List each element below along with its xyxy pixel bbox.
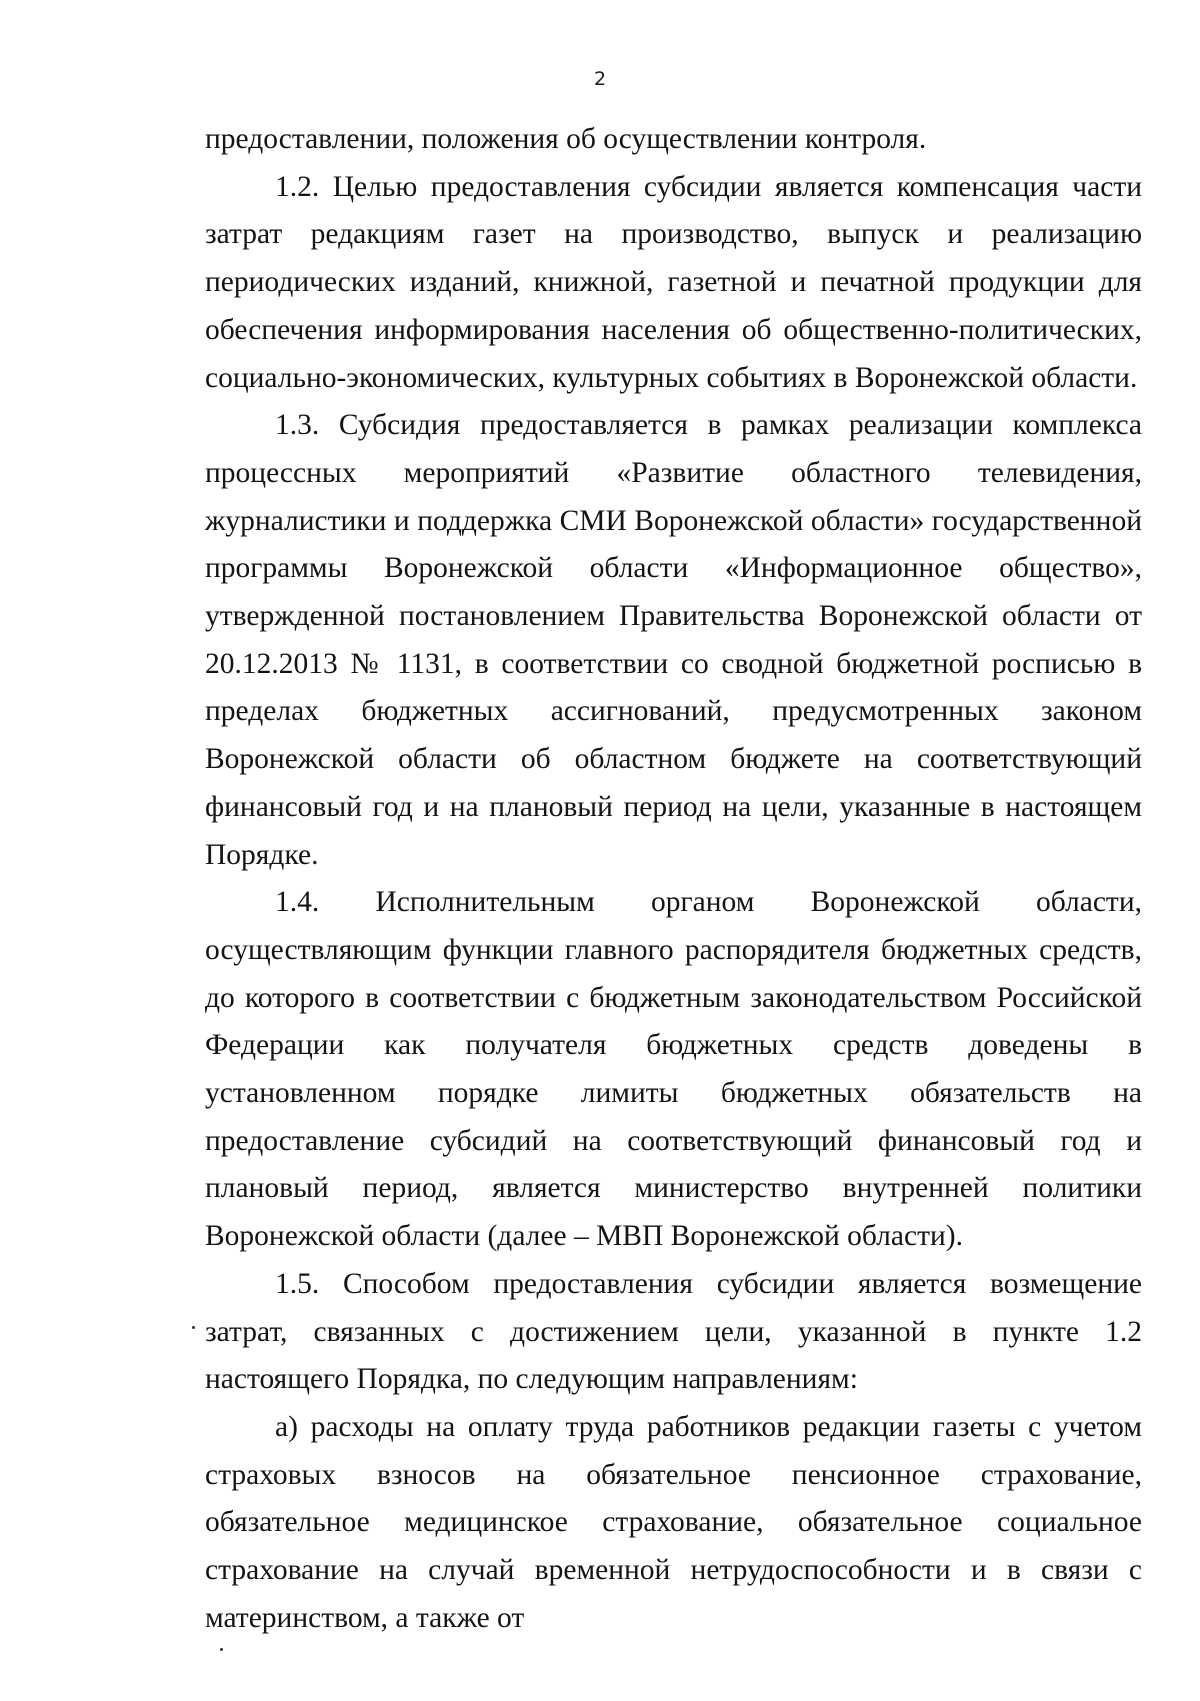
document-body [205,116,1142,1643]
paragraph-1-4: 1.4. Исполнительным органом Воронежской области, осуществляющим функции главного распорядителя бюджетных средств, до которого в соответствии с бюджетным законодательством Российской Федерации как получателя бюджетных средств доведены в установленном порядке лимиты бюджетных обязательств на предоставление субсидий на соответствующий финансовый год и плановый период, является министерство внутренней политики Воронежской области (далее – МВП Воронежской области). [205,886,1142,1253]
scan-speck [220,1648,223,1651]
paragraph-1-2: 1.2. Целью предоставления субсидии является компенсация части затрат редакциям газет на производство, выпуск и реализацию периодических изданий, книжной, газетной и печатной продукции для обеспечения информирования населения об общественно-политических, социально-экономических, культурных событиях в Воронежской области. [205,170,1142,394]
paragraph-continuation: предоставлении, положения об осуществлении контроля. [205,123,927,155]
paragraph-1-3: 1.3. Субсидия предоставляется в рамках реализации комплекса процессных мероприятий «Развитие областного телевидения, журналистики и поддержка СМИ Воронежской области» государственной программы Воронежской области «Информационное общество», утвержденной постановлением Правительства Воронежской области от 20.12.2013 № 1131, в соответствии со сводной бюджетной росписью в пределах бюджетных ассигнований, предусмотренных законом Воронежской области об областном бюджете на соответствующий финансовый год и на плановый период на цели, указанные в настоящем Порядке. [205,409,1142,871]
paragraph-subitem-a: а) расходы на оплату труда работников редакции газеты с учетом страховых взносов на обязательное пенсионное страхование, обязательное медицинское страхование, обязательное социальное страхование на случай временной нетрудоспособности и в связи с материнством, а также от [205,1410,1142,1634]
paragraph-1-5: 1.5. Способом предоставления субсидии является возмещение затрат, связанных с достижением цели, указанной в пункте 1.2 настоящего Порядка, по следующим направлениям: [205,1267,1142,1396]
page-number: 2 [593,68,607,90]
scan-speck [192,1326,195,1329]
